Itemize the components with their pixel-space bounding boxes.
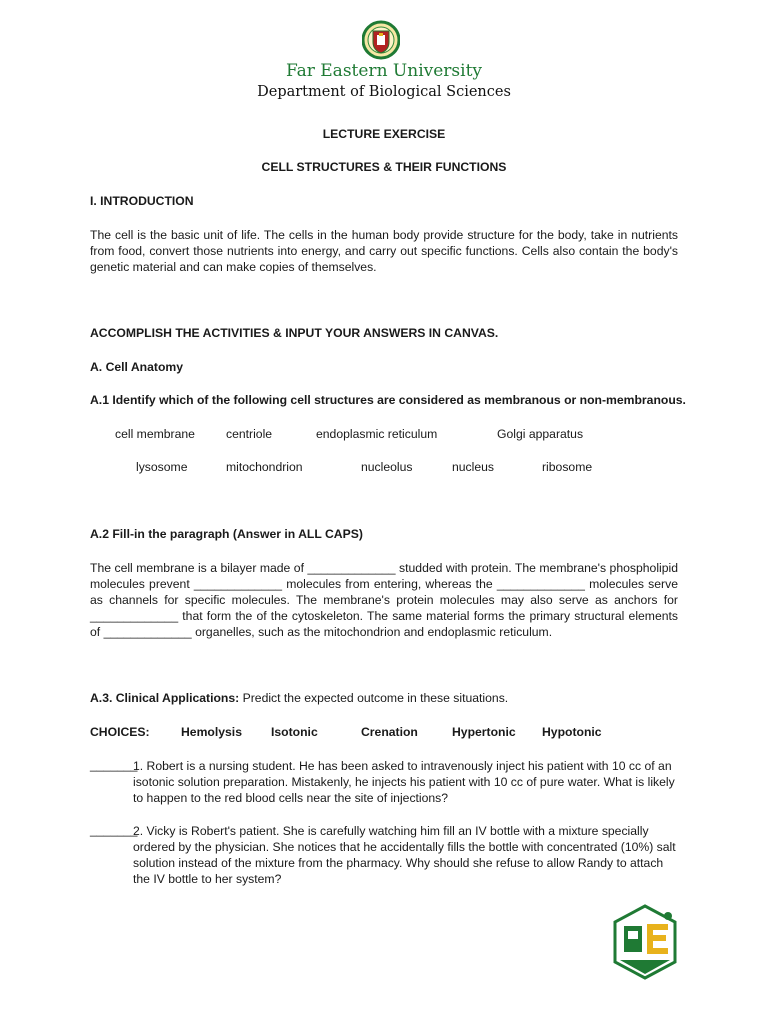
answer-blank-1[interactable]: _______ — [90, 758, 138, 772]
choice-hypertonic: Hypertonic — [452, 725, 516, 739]
exercise-title: LECTURE EXERCISE — [322, 127, 446, 141]
choice-crenation: Crenation — [361, 725, 418, 739]
question-2: 2. Vicky is Robert's patient. She is carefully watching him fill an IV bottle with a mixture specially ordered by the physician. She notices that he accidentally fills the bottle with concentrated (10%) salt solution instead of the mixture from the pharmacy. Why should she refuse to allow Randy to attach the IV bottle to her system? — [133, 824, 676, 886]
structure-endoplasmic-reticulum: endoplasmic reticulum — [316, 427, 438, 441]
choice-hemolysis: Hemolysis — [181, 725, 242, 739]
fill-blank-4[interactable]: _____________ — [90, 609, 179, 623]
fill-blank-5[interactable]: _____________ — [103, 625, 192, 639]
a1-heading: A.1 Identify which of the following cell structures are considered as membranous or non-membranous. — [90, 393, 686, 407]
cell-anatomy-heading: A. Cell Anatomy — [90, 360, 184, 374]
instructions-heading: ACCOMPLISH THE ACTIVITIES & INPUT YOUR ANSWERS IN CANVAS. — [90, 326, 499, 340]
structure-lysosome: lysosome — [136, 460, 188, 474]
intro-heading: I. INTRODUCTION — [90, 194, 194, 208]
a3-heading: A.3. Clinical Applications: Predict the expected outcome in these situations. — [90, 691, 509, 705]
university-name: Far Eastern University — [285, 61, 483, 81]
fill-blank-3[interactable]: _____________ — [496, 577, 585, 591]
fill-blank-1[interactable]: _____________ — [307, 561, 396, 575]
structure-ribosome: ribosome — [542, 460, 593, 474]
fill-in-paragraph: The cell membrane is a bilayer made of _____________ studded with protein. The membrane's phospholipid molecules prevent _____________ molecules from entering, whereas the _____________ molecules serve as channels for specific molecules. The membrane's protein molecules may also serve as anchors for _____________ that form the of the cytoskeleton. The same material forms the primary structural elements of _____________ organelles, such as the mitochondrion and endoplasmic reticulum. — [90, 561, 678, 639]
choices-label: CHOICES: — [90, 725, 150, 739]
fill-blank-2[interactable]: _____________ — [193, 577, 283, 591]
structure-mitochondrion: mitochondrion — [226, 460, 303, 474]
structure-golgi-apparatus: Golgi apparatus — [497, 427, 584, 441]
answer-blank-2[interactable]: _______ — [90, 823, 138, 837]
a2-heading: A.2 Fill-in the paragraph (Answer in ALL CAPS) — [90, 527, 363, 541]
structure-nucleus: nucleus — [452, 460, 495, 474]
question-1: 1. Robert is a nursing student. He has been asked to intravenously inject his patient with 10 cc of an isotonic solution preparation. Mistakenly, he injects his patient with 10 cc of pure water. What is likely to happen to the red blood cells near the site of injections? — [133, 759, 675, 805]
structure-cell-membrane: cell membrane — [115, 427, 195, 441]
department-name: Department of Biological Sciences — [257, 84, 511, 100]
structure-nucleolus: nucleolus — [361, 460, 413, 474]
choice-isotonic: Isotonic — [271, 725, 318, 739]
choice-hypotonic: Hypotonic — [542, 725, 602, 739]
structure-centriole: centriole — [226, 427, 273, 441]
topic-title: CELL STRUCTURES & THEIR FUNCTIONS — [261, 160, 507, 174]
fe-logo-icon — [612, 904, 678, 980]
intro-paragraph: The cell is the basic unit of life. The cells in the human body provide structure for the body, take in nutrients from food, convert those nutrients into energy, and carry out specific functions. Cells also contain the body's genetic material and can make copies of themselves. — [90, 228, 678, 274]
university-seal-icon — [362, 20, 400, 60]
